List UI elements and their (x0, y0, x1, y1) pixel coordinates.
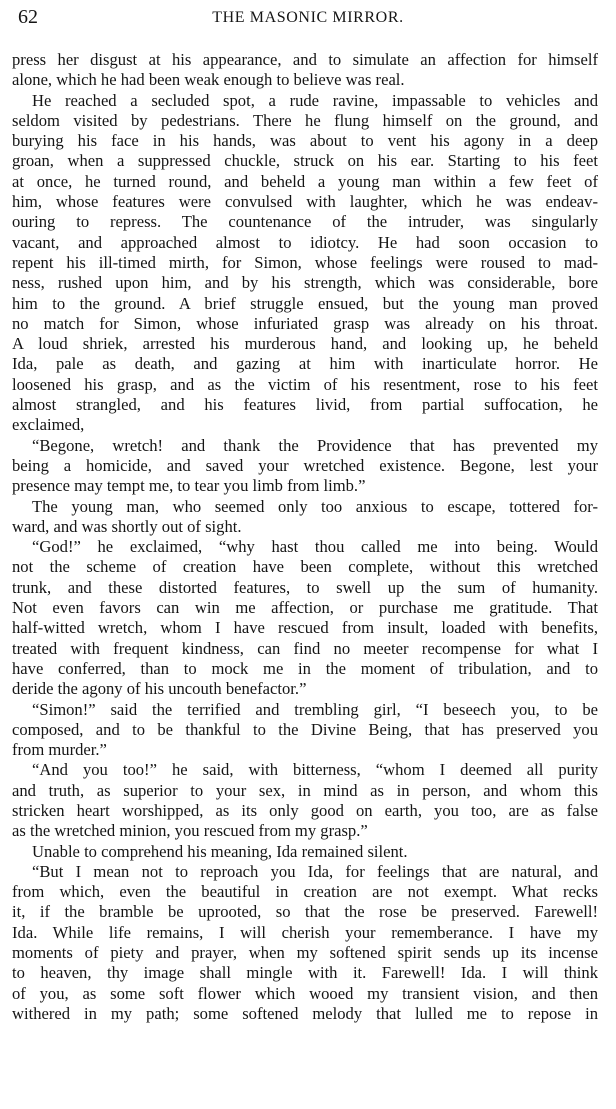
text-line: from which, even the beautiful in creation are not exempt. What recks (12, 882, 598, 902)
text-line: withered in my path; some softened melody that lulled me to repose in (12, 1003, 598, 1023)
text-line: to heaven, thy image shall mingle with it. Farewell! Ida. I will think (12, 963, 598, 983)
running-title: THE MASONIC MIRROR. (212, 9, 404, 26)
text-line: “But I mean not to reproach you Ida, for feelings that are natural, and (32, 861, 598, 881)
text-line: ward, and was shortly out of sight. (12, 516, 242, 536)
text-line: Ida. While life remains, I will cherish your rememberance. I have my (12, 922, 598, 942)
text-line: Not even favors can win me affection, or purchase me gratitude. That (12, 598, 598, 618)
page-number: 62 (18, 6, 38, 28)
text-line: vacant, and approached almost to idiotcy. He had soon occasion to (12, 232, 598, 252)
page-header (10, 4, 606, 34)
text-line: being a homicide, and saved your wretched existence. Begone, lest your (12, 455, 598, 475)
text-line: “And you too!” he said, with bitterness, “whom I deemed all purity (32, 760, 598, 780)
text-line: Ida, pale as death, and gazing at him with inarticulate horror. He (12, 354, 598, 374)
text-line: it, if the bramble be uprooted, so that the rose be preserved. Farewell! (12, 902, 598, 922)
text-line: A loud shriek, arrested his murderous hand, and looking up, he beheld (12, 334, 598, 354)
text-line: ouring to repress. The countenance of the intruder, was singularly (12, 212, 598, 232)
text-line: from murder.” (12, 740, 107, 760)
text-line: presence may tempt me, to tear you limb from limb.” (12, 476, 366, 496)
text-line: stricken heart worshipped, as its only good on earth, you too, are as false (12, 800, 598, 820)
text-line: Unable to comprehend his meaning, Ida remained silent. (32, 841, 408, 861)
text-line: almost strangled, and his features livid, from partial suffocation, he (12, 395, 598, 415)
text-line: The young man, who seemed only too anxious to escape, tottered for- (32, 496, 598, 516)
text-line: and truth, as superior to your sex, in mind as in person, and whom this (12, 780, 598, 800)
text-line: trunk, and these distorted features, to swell up the sum of humanity. (12, 577, 598, 597)
text-line: half-witted wretch, whom I have rescued from insult, loaded with benefits, (12, 618, 598, 638)
text-line: composed, and to be thankful to the Divine Being, that has preserved you (12, 719, 598, 739)
text-line: burying his face in his hands, was about to vent his agony in a deep (12, 131, 598, 151)
text-line: as the wretched minion, you rescued from my grasp.” (12, 821, 368, 841)
text-line: alone, which he had been weak enough to believe was real. (12, 70, 405, 90)
article-body (12, 50, 598, 1024)
text-line: press her disgust at his appearance, and to simulate an affection for himself (12, 50, 598, 69)
text-line: exclaimed, (12, 415, 85, 435)
text-line: deride the agony of his uncouth benefactor.” (12, 679, 307, 699)
text-line: moments of piety and prayer, when my softened spirit sends up its incense (12, 943, 598, 963)
text-line: “Simon!” said the terrified and trembling girl, “I beseech you, to be (32, 699, 598, 719)
text-line: of you, as some soft flower which wooed my transient vision, and then (12, 983, 598, 1003)
text-line: not the scheme of creation have been complete, without this wretched (12, 557, 598, 577)
text-line: “Begone, wretch! and thank the Providence that has prevented my (32, 435, 598, 455)
text-line: “God!” he exclaimed, “why hast thou called me into being. Would (32, 537, 598, 557)
text-line: ness, rushed upon him, and by his strength, which was considerable, bore (12, 273, 598, 293)
text-line: him to the ground. A brief struggle ensued, but the young man proved (12, 293, 598, 313)
text-line: seldom visited by pedestrians. There he flung himself on the ground, and (12, 110, 598, 130)
text-line: have conferred, than to mock me in the moment of tribulation, and to (12, 658, 598, 678)
text-line: He reached a secluded spot, a rude ravine, impassable to vehicles and (32, 90, 598, 110)
text-line: treated with frequent kindness, can find no meeter recompense for what I (12, 638, 598, 658)
text-line: loosened his grasp, and as the victim of his resentment, rose to his feet (12, 374, 598, 394)
text-line: no match for Simon, whose infuriated grasp was already on his throat. (12, 313, 598, 333)
text-line: him, whose features were convulsed with laughter, which he was endeav- (12, 192, 598, 212)
text-line: at once, he turned round, and beheld a young man within a few feet of (12, 171, 598, 191)
text-line: groan, when a suppressed chuckle, struck on his ear. Starting to his feet (12, 151, 598, 171)
text-line: repent his ill-timed mirth, for Simon, whose feelings were roused to mad- (12, 252, 598, 272)
